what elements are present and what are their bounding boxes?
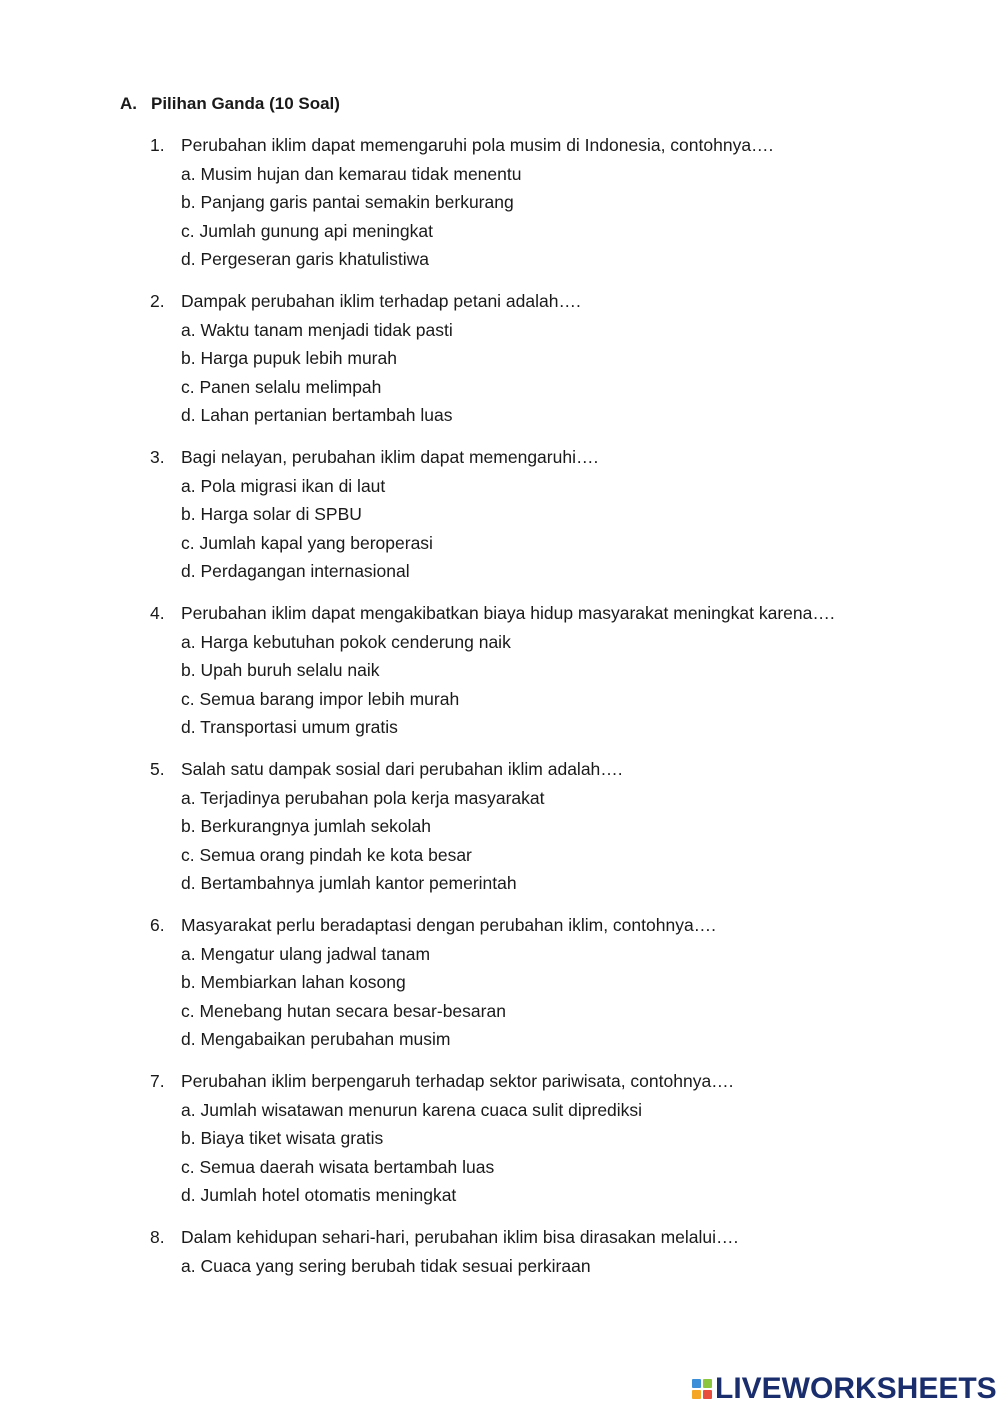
answer-option[interactable]: d. Jumlah hotel otomatis meningkat	[181, 1185, 457, 1205]
answer-option[interactable]: a. Jumlah wisatawan menurun karena cuaca sulit diprediksi	[181, 1099, 643, 1120]
question	[150, 443, 598, 586]
answer-option[interactable]: a. Pola migrasi ikan di laut	[181, 475, 386, 496]
question-text: Salah satu dampak sosial dari perubahan iklim adalah….	[181, 759, 623, 779]
answer-option[interactable]: a. Harga kebutuhan pokok cenderung naik	[181, 631, 511, 652]
question-number: 4.	[150, 603, 165, 623]
answer-option[interactable]: c. Jumlah gunung api meningkat	[181, 220, 433, 241]
question-number: 5.	[150, 759, 165, 779]
question-number: 3.	[150, 447, 165, 467]
answer-option[interactable]: d. Bertambahnya jumlah kantor pemerintah	[181, 873, 517, 893]
question-text: Dalam kehidupan sehari-hari, perubahan iklim bisa dirasakan melalui….	[181, 1227, 739, 1247]
question-number: 7.	[150, 1071, 165, 1091]
answer-option[interactable]: b. Harga pupuk lebih murah	[181, 348, 397, 368]
logo-square-green	[703, 1379, 712, 1388]
answer-option[interactable]: c. Semua barang impor lebih murah	[181, 688, 460, 709]
logo-square-red	[703, 1390, 712, 1399]
logo-square-orange	[692, 1390, 701, 1399]
question-number: 6.	[150, 915, 165, 935]
answer-option[interactable]: a. Cuaca yang sering berubah tidak sesuai perkiraan	[181, 1255, 591, 1276]
question	[150, 1067, 734, 1210]
answer-option[interactable]: d. Mengabaikan perubahan musim	[181, 1029, 451, 1049]
answer-option[interactable]: d. Transportasi umum gratis	[181, 717, 398, 737]
question	[150, 131, 773, 274]
section-heading	[120, 92, 340, 116]
answer-option[interactable]: a. Musim hujan dan kemarau tidak menentu	[181, 163, 522, 184]
question-text: Dampak perubahan iklim terhadap petani adalah….	[181, 291, 581, 311]
answer-option[interactable]: d. Lahan pertanian bertambah luas	[181, 405, 453, 425]
answer-option[interactable]: c. Menebang hutan secara besar-besaran	[181, 1000, 506, 1021]
question-text: Perubahan iklim dapat mengakibatkan biaya hidup masyarakat meningkat karena….	[181, 603, 835, 623]
answer-option[interactable]: b. Harga solar di SPBU	[181, 504, 362, 524]
section-letter: A.	[120, 94, 137, 113]
question	[150, 1223, 738, 1280]
question-text: Bagi nelayan, perubahan iklim dapat memengaruhi….	[181, 447, 599, 467]
section-title: Pilihan Ganda (10 Soal)	[151, 94, 340, 113]
answer-option[interactable]: b. Biaya tiket wisata gratis	[181, 1128, 384, 1148]
liveworksheets-logo[interactable]	[692, 1372, 997, 1406]
question-number: 8.	[150, 1227, 165, 1247]
question	[150, 755, 623, 898]
logo-square-blue	[692, 1379, 701, 1388]
answer-option[interactable]: c. Semua daerah wisata bertambah luas	[181, 1156, 495, 1177]
question-text: Perubahan iklim berpengaruh terhadap sektor pariwisata, contohnya….	[181, 1071, 734, 1091]
question	[150, 599, 835, 742]
answer-option[interactable]: a. Waktu tanam menjadi tidak pasti	[181, 319, 453, 340]
answer-option[interactable]: c. Semua orang pindah ke kota besar	[181, 844, 472, 865]
liveworksheets-logo-icon	[692, 1379, 712, 1399]
answer-option[interactable]: c. Panen selalu melimpah	[181, 376, 382, 397]
question	[150, 911, 716, 1054]
answer-option[interactable]: c. Jumlah kapal yang beroperasi	[181, 532, 433, 553]
answer-option[interactable]: a. Mengatur ulang jadwal tanam	[181, 943, 431, 964]
answer-option[interactable]: b. Membiarkan lahan kosong	[181, 972, 406, 992]
answer-option[interactable]: d. Perdagangan internasional	[181, 561, 410, 581]
question	[150, 287, 581, 430]
answer-option[interactable]: a. Terjadinya perubahan pola kerja masyarakat	[181, 787, 545, 808]
question-number: 2.	[150, 291, 165, 311]
logo-text: LIVEWORKSHEETS	[715, 1372, 997, 1405]
question-number: 1.	[150, 135, 165, 155]
answer-option[interactable]: b. Panjang garis pantai semakin berkurang	[181, 192, 514, 212]
question-text: Perubahan iklim dapat memengaruhi pola musim di Indonesia, contohnya….	[181, 135, 774, 155]
answer-option[interactable]: b. Upah buruh selalu naik	[181, 660, 380, 680]
answer-option[interactable]: d. Pergeseran garis khatulistiwa	[181, 249, 430, 269]
question-text: Masyarakat perlu beradaptasi dengan perubahan iklim, contohnya….	[181, 915, 717, 935]
answer-option[interactable]: b. Berkurangnya jumlah sekolah	[181, 816, 432, 836]
